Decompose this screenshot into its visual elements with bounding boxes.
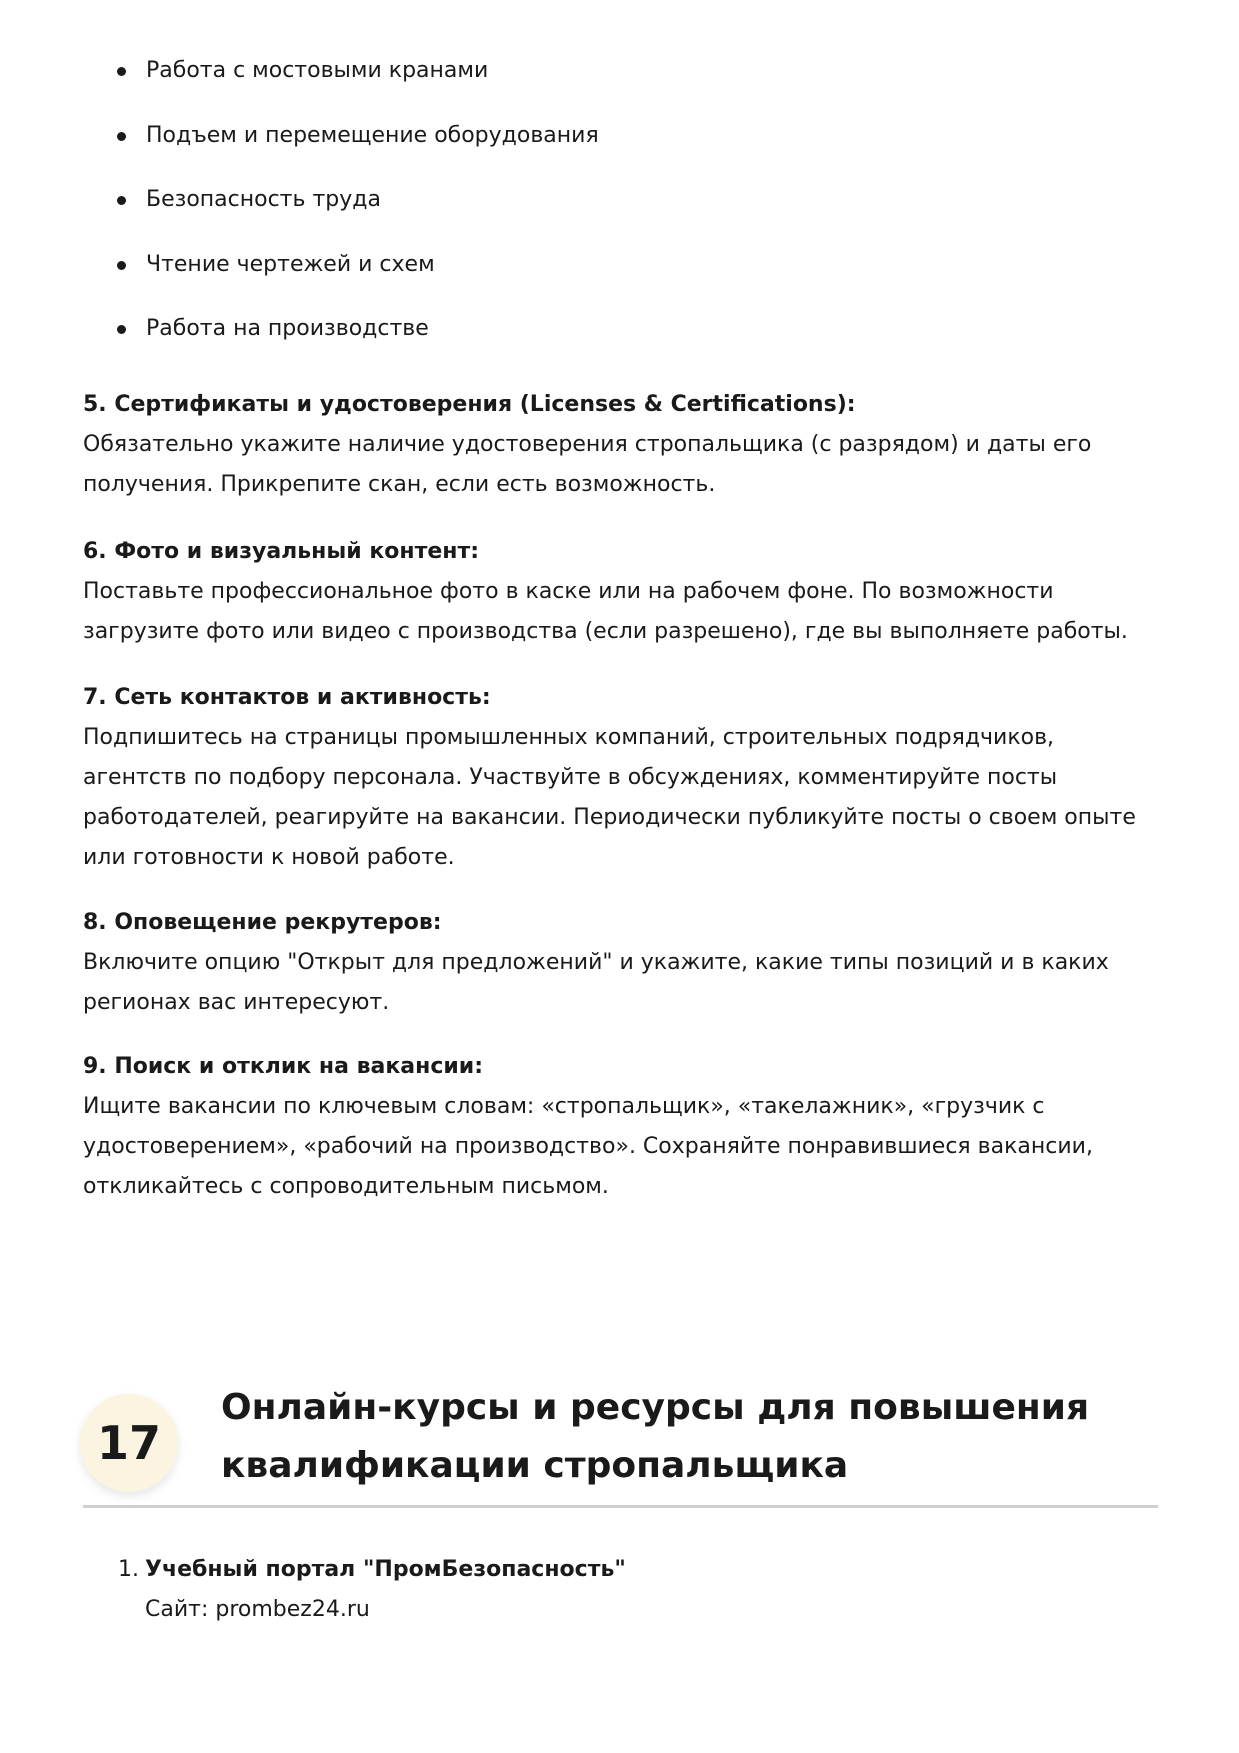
section-text: Обязательно укажите наличие удостоверения стропальщика (с разрядом) и даты его получения. Прикрепите скан, если есть возможность.	[83, 432, 1092, 497]
section-text: Включите опцию "Открыт для предложений" и укажите, какие типы позиций и в каких регионах вас интересуют.	[83, 950, 1109, 1015]
resource-number: 1.	[118, 1557, 139, 1582]
bullet-icon	[117, 196, 126, 205]
bullet-icon	[117, 325, 126, 334]
list-item	[0, 55, 599, 120]
section-title: 7. Сеть контактов и активность:	[83, 685, 491, 710]
list-item	[0, 184, 599, 249]
list-item-text: Подъем и перемещение оборудования	[146, 122, 599, 148]
section-title: 8. Оповещение рекрутеров:	[83, 910, 442, 935]
resource-item	[118, 1550, 626, 1630]
bullet-icon	[117, 261, 126, 270]
section-network	[83, 678, 1163, 878]
section-recruiters	[83, 903, 1163, 1023]
section-certifications	[83, 385, 1163, 505]
list-item-text: Чтение чертежей и схем	[146, 251, 435, 277]
list-item	[0, 120, 599, 185]
section-photo	[83, 532, 1163, 652]
list-item	[0, 313, 599, 378]
chapter-divider	[83, 1505, 1158, 1508]
resource-name: Учебный портал "ПромБезопасность"	[145, 1557, 626, 1582]
bullet-icon	[117, 132, 126, 141]
section-text: Подпишитесь на страницы промышленных компаний, строительных подрядчиков, агентств по подбору персонала. Участвуйте в обсуждениях, комментируйте посты работодателей, реагируйте на вакансии. Периодически публикуйте посты о своем опыте или готовности к новой работе.	[83, 725, 1136, 870]
section-title: 5. Сертификаты и удостоверения (Licenses & Certifications):	[83, 392, 856, 417]
resource-site: Сайт: prombez24.ru	[145, 1597, 370, 1622]
chapter-title	[221, 1379, 1121, 1495]
bullet-icon	[117, 67, 126, 76]
chapter-number-badge: 17	[80, 1394, 178, 1492]
list-item-text: Безопасность труда	[146, 187, 381, 212]
chapter-title-line: квалификации стропальщика	[221, 1445, 849, 1486]
section-title: 9. Поиск и отклик на вакансии:	[83, 1054, 484, 1079]
chapter-title-line: Онлайн-курсы и ресурсы для повышения	[221, 1387, 1090, 1428]
list-item-text: Работа на производстве	[146, 316, 429, 341]
list-item-text: Работа с мостовыми кранами	[146, 58, 489, 83]
skills-list	[0, 55, 599, 378]
section-title: 6. Фото и визуальный контент:	[83, 539, 480, 564]
list-item	[0, 249, 599, 314]
section-job-search	[83, 1047, 1163, 1207]
resources-list	[118, 1550, 626, 1630]
section-text: Ищите вакансии по ключевым словам: «стропальщик», «такелажник», «грузчик с удостоверением», «рабочий на производство». Сохраняйте понравившиеся вакансии, откликайтесь с сопроводительным письмом.	[83, 1094, 1093, 1199]
section-text: Поставьте профессиональное фото в каске или на рабочем фоне. По возможности загрузите фото или видео с производства (если разрешено), где вы выполняете работы.	[83, 579, 1128, 644]
